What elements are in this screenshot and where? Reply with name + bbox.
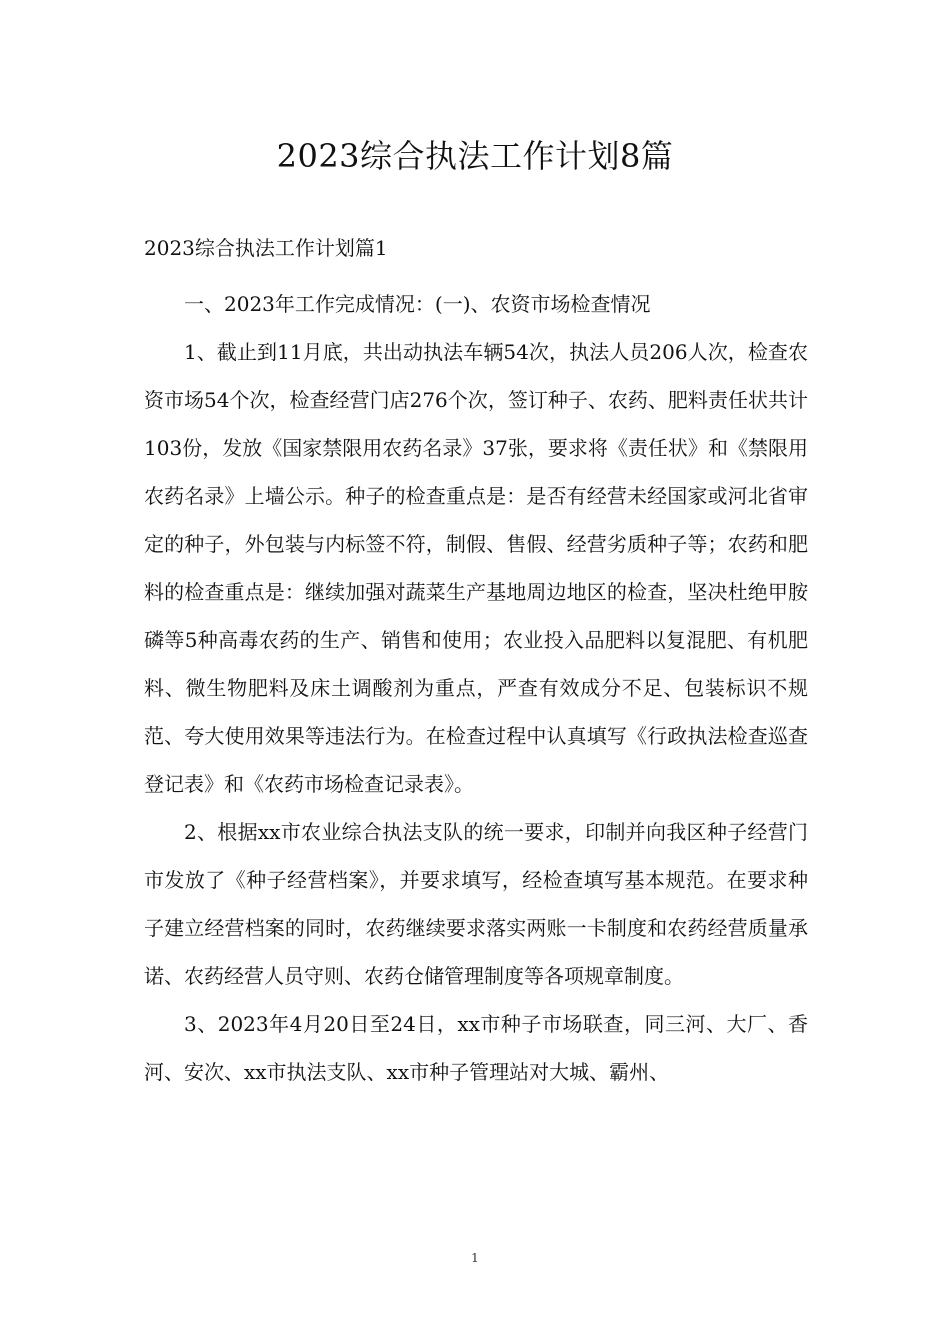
document-title: 2023综合执法工作计划8篇 — [276, 137, 674, 175]
paragraph-work-summary-heading: 一、2023年工作完成情况：(一)、农资市场检查情况 — [184, 292, 651, 316]
paragraph-inspection-details: 1、截止到11月底，共出动执法车辆54次，执法人员206人次，检查农资市场54个次，检查经营门店276个次，签订种子、农药、肥料责任状共计103份，发放《国家禁限用农药名录》37张，要求将《责任状》和《禁限用农药名录》上墙公示。种子的检查重点是：是否有经营未经国家或河北省审定的种子，外包装与内标签不符，制假、售假、经营劣质种子等；农药和肥料的检查重点是：继续加强对蔬菜生产基地周边地区的检查，坚决杜绝甲胺磷等5种高毒农药的生产、销售和使用；农业投入品肥料以复混肥、有机肥料、微生物肥料及床土调酸剂为重点，严查有效成分不足、包装标识不规范、夸大使用效果等违法行为。在检查过程中认真填写《行政执法检查巡查登记表》和《农药市场检查记录表》。 — [144, 340, 808, 796]
paragraph-seed-archives: 2、根据xx市农业综合执法支队的统一要求，印制并向我区种子经营门市发放了《种子经营档案》，并要求填写，经检查填写基本规范。在要求种子建立经营档案的同时，农药继续要求落实两账一卡制度和农药经营质量承诺、农药经营人员守则、农药仓储管理制度等各项规章制度。 — [144, 820, 808, 988]
section-heading: 2023综合执法工作计划篇1 — [144, 236, 388, 260]
paragraph-joint-inspection: 3、2023年4月20日至24日，xx市种子市场联查，同三河、大厂、香河、安次、xx市执法支队、xx市种子管理站对大城、霸州、 — [144, 1012, 808, 1084]
page-number: 1 — [471, 1251, 479, 1265]
document-body — [144, 230, 808, 1096]
